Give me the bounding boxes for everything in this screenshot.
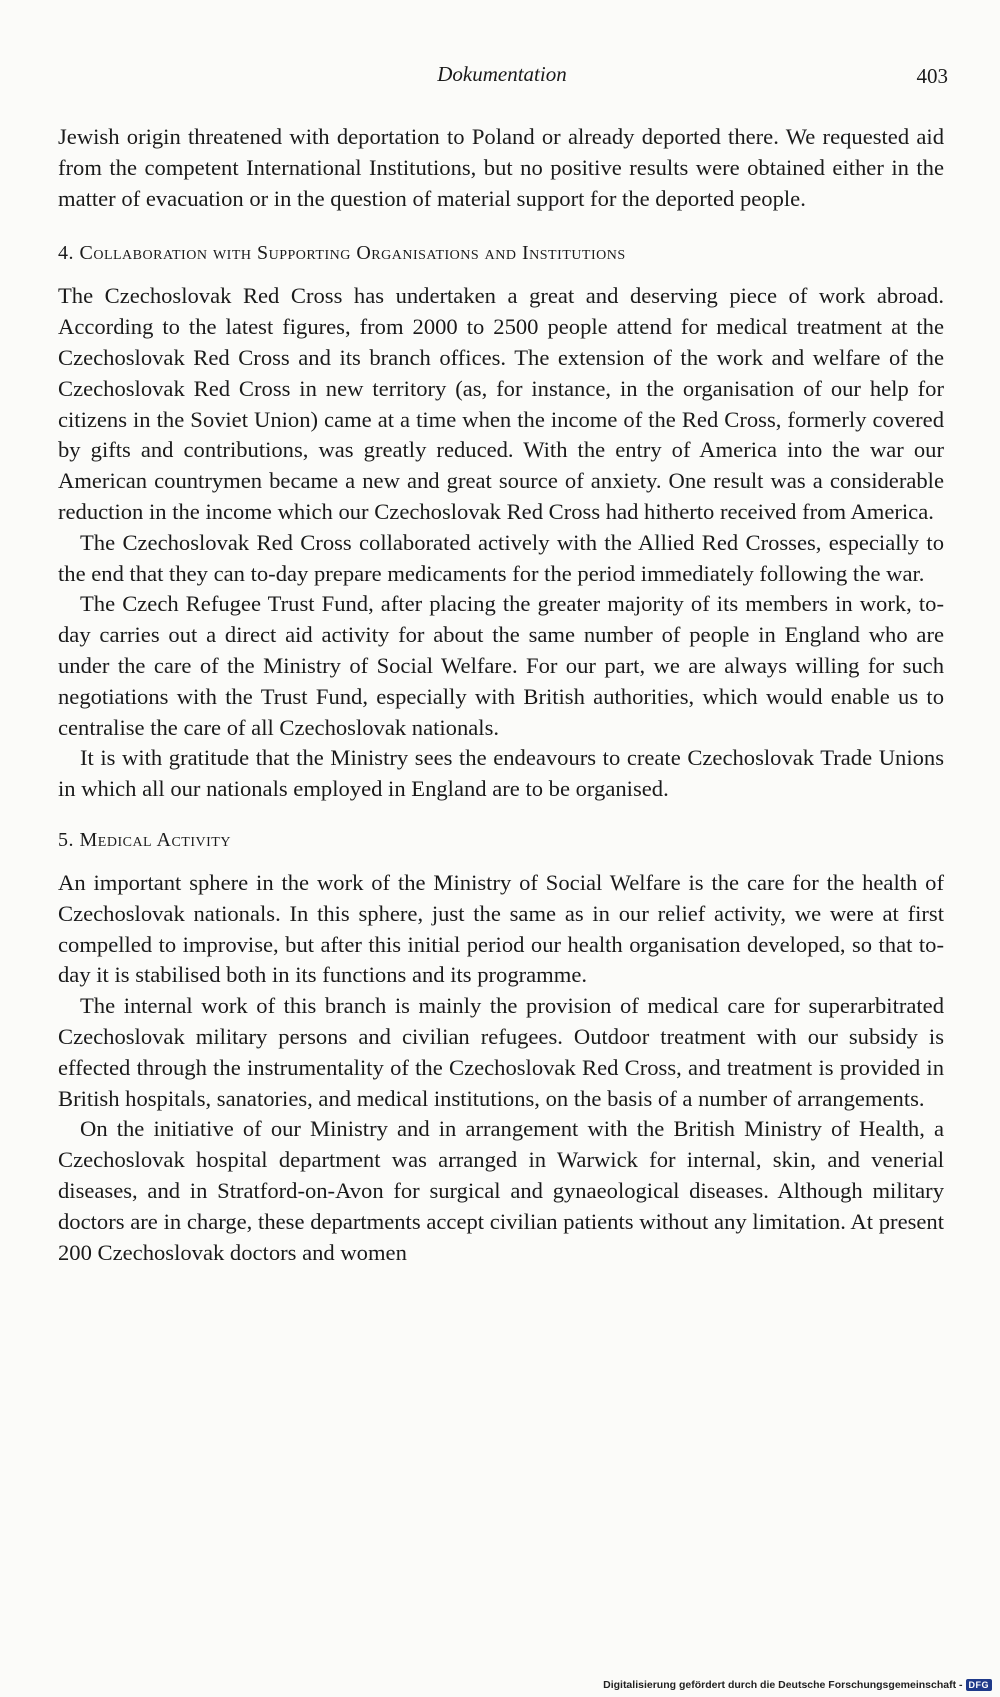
- paragraph: The Czechoslovak Red Cross has undertaken a great and deserving piece of work abroad. According to the latest figures, from 2000 to 2500 people attend for medical treatment at the Czechoslovak Red Cross and its branch offices. The extension of the work and welfare of the Czechoslovak Red Cross in new territory (as, for instance, in the organisation of our help for citizens in the Soviet Union) came at a time when the income of the Red Cross, formerly covered by gifts and contributions, was greatly reduced. With the entry of America into the war our American countrymen became a new and great source of anxiety. One result was a considerable reduction in the income which our Czechoslovak Red Cross had hitherto received from America.: [58, 283, 944, 524]
- running-title: Dokumentation: [437, 62, 567, 86]
- paragraph: The Czech Refugee Trust Fund, after placing the greater majority of its members in work, to-day carries out a direct aid activity for about the same number of people in England who are under the care of the Ministry of Social Welfare. For our part, we are always willing for such negotiations with the Trust Fund, especially with British authorities, which would enable us to centralise the care of all Czechoslovak nationals.: [58, 591, 944, 740]
- section-heading-5: 5. Medical Activity: [58, 828, 231, 851]
- paragraph: It is with gratitude that the Ministry sees the endeavours to create Czechoslovak Trade Unions in which all our nationals employed in England are to be organised.: [58, 745, 944, 802]
- section-heading-4: 4. Collaboration with Supporting Organisations and Institutions: [58, 242, 626, 265]
- running-header: [56, 62, 948, 92]
- footer-text: Digitalisierung gefördert durch die Deutsche Forschungsgemeinschaft -: [603, 1679, 963, 1691]
- body-text: [58, 122, 944, 1268]
- dfg-logo: DFG: [966, 1679, 993, 1691]
- digitization-footer: [603, 1679, 992, 1691]
- paragraph: On the initiative of our Ministry and in arrangement with the British Ministry of Health, a Czechoslovak hospital department was arranged in Warwick for internal, skin, and venerial diseases, and in Stratford-on-Avon for surgical and gynaeological diseases. Although military doctors are in charge, these departments accept civilian patients without any limitation. At present 200 Czechoslovak doctors and women: [58, 1116, 944, 1265]
- paragraph: An important sphere in the work of the Ministry of Social Welfare is the care for the health of Czechoslovak nationals. In this sphere, just the same as in our relief activity, we were at first compelled to improvise, but after this initial period our health organisation developed, so that to-day it is stabilised both in its functions and its programme.: [58, 869, 944, 988]
- paragraph: The internal work of this branch is mainly the provision of medical care for superarbitrated Czechoslovak military persons and civilian refugees. Outdoor treatment with our subsidy is effected through the instrumentality of the Czechoslovak Red Cross, and treatment is provided in British hospitals, sanatories, and medical institutions, on the basis of a number of arrangements.: [58, 993, 944, 1111]
- paragraph-continuation: Jewish origin threatened with deportation to Poland or already deported there. We requested aid from the competent International Institutions, but no positive results were obtained either in the matter of evacuation or in the question of material support for the deported people.: [58, 124, 944, 211]
- page-number: 403: [916, 64, 948, 88]
- paragraph: The Czechoslovak Red Cross collaborated actively with the Allied Red Crosses, especially to the end that they can to-day prepare medicaments for the period immediately following the war.: [58, 529, 944, 586]
